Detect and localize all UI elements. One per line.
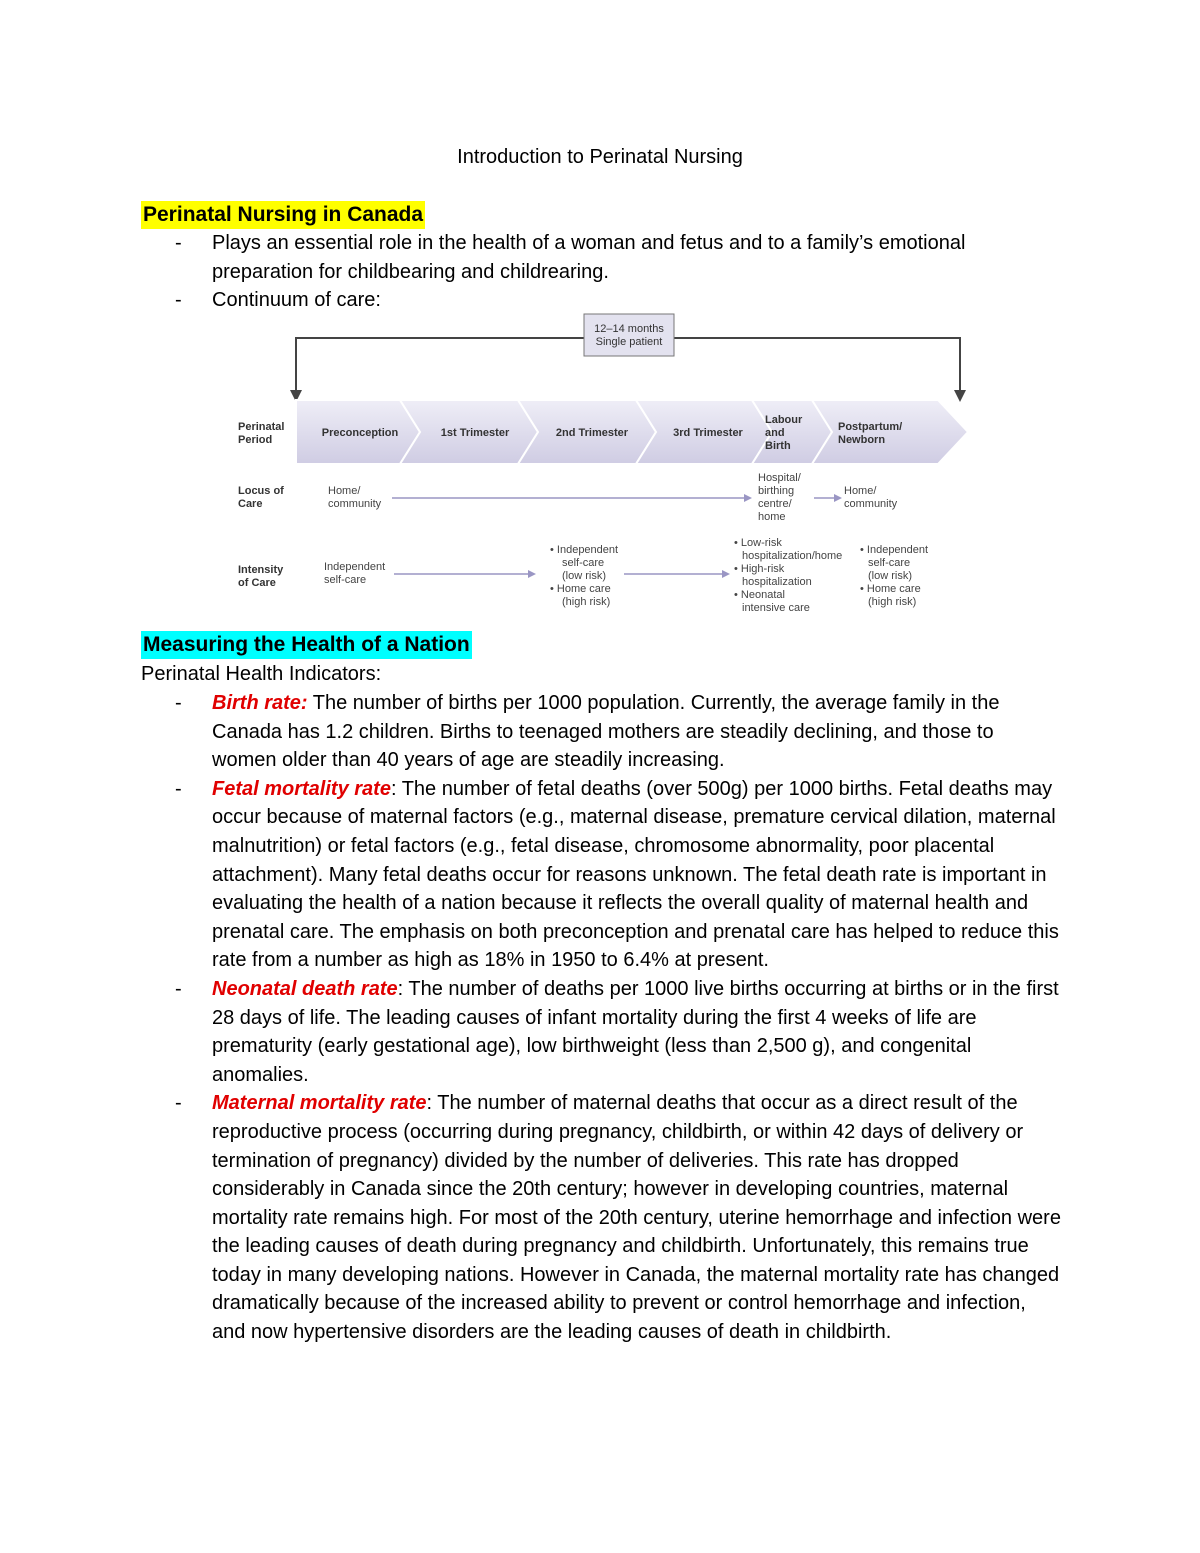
section-heading-perinatal-nursing: Perinatal Nursing in Canada bbox=[141, 201, 425, 229]
intensity-independent-label: Independent bbox=[324, 561, 386, 573]
duration-box bbox=[584, 314, 674, 356]
duration-sublabel: Single patient bbox=[595, 336, 663, 348]
term-birth-rate: Birth rate: bbox=[212, 692, 308, 714]
stage-label-1st-trimester: 1st Trimester bbox=[440, 427, 510, 439]
locus-hospital-label: Hospital/ bbox=[758, 472, 801, 484]
bracket-arrow-right-icon bbox=[954, 390, 966, 402]
stage-label-labour-and: and bbox=[765, 427, 785, 439]
list-item bbox=[141, 1089, 1061, 1346]
locus-home-post-label: Home/ bbox=[844, 485, 877, 497]
intensity-mid-2: self-care bbox=[562, 557, 605, 569]
locus-of-care-label-2: Care bbox=[238, 498, 263, 510]
intensity-post-5: (high risk) bbox=[868, 596, 917, 608]
list-item bbox=[141, 975, 1061, 1089]
continuum-of-care-diagram bbox=[232, 312, 972, 622]
subheading-perinatal-health-indicators: Perinatal Health Indicators: bbox=[141, 663, 382, 685]
stage-label-labour: Labour bbox=[765, 414, 803, 426]
intensity-labour-5: • Neonatal bbox=[734, 589, 785, 601]
list-item: - Continuum of care: bbox=[141, 286, 1061, 315]
intensity-mid-1: • Independent bbox=[550, 544, 619, 556]
locus-home-label: Home/ bbox=[328, 485, 361, 497]
locus-community-post-label: community bbox=[844, 498, 898, 510]
intensity-arrow-head-icon-2 bbox=[722, 570, 730, 578]
stage-label-3rd-trimester: 3rd Trimester bbox=[673, 427, 743, 439]
definition-birth-rate: The number of births per 1000 population. Currently, the average family in the Canada has 1.2 children. Births to teenaged mothers are steadily declining, and those to women older than 40 years of age are steadily increasing. bbox=[212, 692, 1000, 772]
perinatal-period-label: Perinatal bbox=[238, 421, 285, 433]
stage-label-2nd-trimester: 2nd Trimester bbox=[555, 427, 629, 439]
locus-birthing-label: birthing bbox=[758, 485, 795, 497]
page-title: Introduction to Perinatal Nursing bbox=[457, 146, 743, 168]
locus-arrow-head-icon-2 bbox=[834, 494, 842, 502]
stage-label-postpartum: Postpartum/ bbox=[838, 421, 903, 433]
definition-maternal-mortality-rate: : The number of maternal deaths that occur as a direct result of the reproductive process (occurring during pregnancy, childbirth, or within 42 days of delivery or termination of pregnancy) divided by the number of deliveries. This rate has dropped considerably in Canada since the 20th century; however in developing countries, maternal mortality rate remains high. For most of the 20th century, uterine hemorrhage and infection were the leading causes of death during pregnancy and childbirth. Unfortunately, this remains true today in many developing nations. However in Canada, the maternal mortality rate has changed dramatically because of the increased ability to prevent or control hemorrhage and infection, and now hypertensive disorders are the leading causes of death in childbirth. bbox=[212, 1092, 1061, 1344]
intensity-labour-6: intensive care bbox=[742, 602, 810, 614]
intensity-labour-3: • High-risk bbox=[734, 563, 785, 575]
intensity-labour-1: • Low-risk bbox=[734, 537, 782, 549]
locus-home-label-2: home bbox=[758, 511, 786, 523]
list-item: - Plays an essential role in the health of a woman and fetus and to a family’s emotional preparation for childbearing and childrearing. bbox=[141, 229, 1061, 286]
intensity-arrow-head-icon bbox=[528, 570, 536, 578]
intensity-post-1: • Independent bbox=[860, 544, 929, 556]
locus-arrow-head-icon bbox=[744, 494, 752, 502]
list-item bbox=[141, 689, 1061, 775]
term-maternal-mortality-rate: Maternal mortality rate bbox=[212, 1092, 427, 1115]
section1-bullet-list bbox=[141, 229, 1061, 315]
locus-community-label: community bbox=[328, 498, 382, 510]
indicator-list bbox=[141, 689, 1061, 1347]
intensity-mid-3: (low risk) bbox=[562, 570, 606, 582]
intensity-post-4: • Home care bbox=[860, 583, 921, 595]
term-neonatal-death-rate: Neonatal death rate bbox=[212, 977, 398, 1000]
term-fetal-mortality-rate: Fetal mortality rate bbox=[212, 777, 391, 800]
intensity-post-3: (low risk) bbox=[868, 570, 912, 582]
intensity-of-care-label: Intensity bbox=[238, 564, 284, 576]
list-item bbox=[141, 775, 1061, 975]
definition-fetal-mortality-rate: : The number of fetal deaths (over 500g) per 1000 births. Fetal deaths may occur because of maternal factors (e.g., maternal disease, premature cervical dilation, maternal malnutrition) or fetal factors (e.g., fetal disease, chromosome abnormality, poor placental attachment). Many fetal deaths occur for reasons unknown. The fetal death rate is important in evaluating the health of a nation because it reflects the overall quality of maternal health and prenatal care. The emphasis on both preconception and prenatal care has helped to reduce this rate from a number as high as 18% in 1950 to 6.4% at present. bbox=[212, 777, 1059, 972]
intensity-labour-2: hospitalization/home bbox=[742, 550, 843, 562]
stage-label-preconception: Preconception bbox=[321, 427, 399, 439]
intensity-mid-5: (high risk) bbox=[562, 596, 611, 608]
intensity-selfcare-label: self-care bbox=[324, 574, 367, 586]
intensity-labour-4: hospitalization bbox=[742, 576, 812, 588]
locus-of-care-label: Locus of bbox=[238, 485, 284, 497]
stage-label-labour-birth: Birth bbox=[765, 440, 791, 452]
perinatal-period-label-2: Period bbox=[238, 434, 273, 446]
intensity-post-2: self-care bbox=[868, 557, 911, 569]
section-heading-measuring-health: Measuring the Health of a Nation bbox=[141, 631, 472, 659]
intensity-mid-4: • Home care bbox=[550, 583, 611, 595]
intensity-of-care-label-2: of Care bbox=[238, 577, 276, 589]
locus-centre-label: centre/ bbox=[758, 498, 792, 510]
definition-neonatal-death-rate: : The number of deaths per 1000 live births occurring at births or in the first 28 days of life. The leading causes of infant mortality during the first 4 weeks of life are prematurity (early gestational age), low birthweight (less than 2,500 g), and congenital anomalies. bbox=[212, 977, 1059, 1086]
stage-label-newborn: Newborn bbox=[838, 434, 886, 446]
duration-label: 12–14 months bbox=[594, 323, 664, 335]
